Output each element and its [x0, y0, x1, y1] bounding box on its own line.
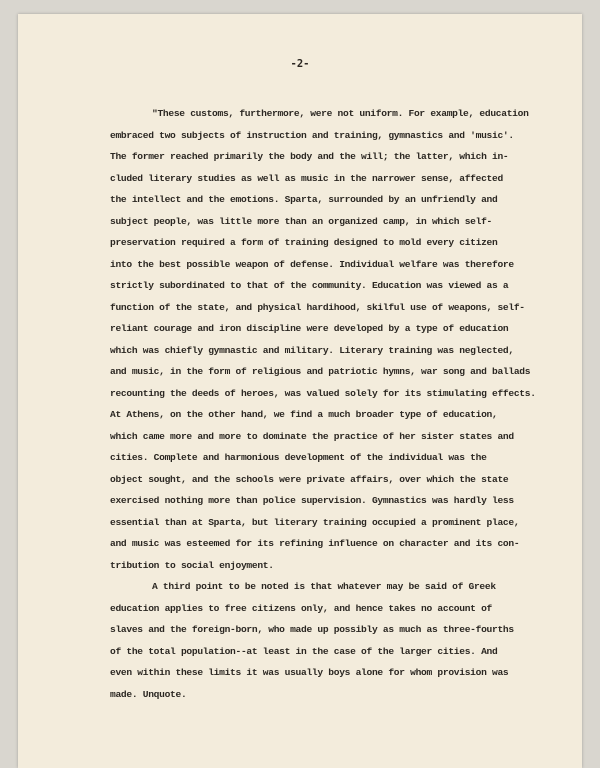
text-line: embraced two subjects of instruction and training, gymnastics and 'music'.	[110, 129, 514, 141]
text-line: into the best possible weapon of defense. Individual welfare was therefore	[110, 258, 514, 270]
text-line: strictly subordinated to that of the community. Education was viewed as a	[110, 280, 509, 291]
text-line: subject people, was little more than an organized camp, in which self-	[110, 215, 493, 227]
text-line: and music was esteemed for its refining influence on character and its con-	[110, 538, 520, 549]
text-line: which was chiefly gymnastic and military. Literary training was neglected,	[110, 344, 514, 356]
text-line: recounting the deeds of heroes, was valued solely for its stimulating effects.	[110, 387, 536, 399]
text-line: object sought, and the schools were private affairs, over which the state	[110, 473, 509, 485]
text-line: cluded literary studies as well as music in the narrower sense, affected	[110, 172, 503, 184]
text-line: and music, in the form of religious and patriotic hymns, war song and ballads	[110, 366, 531, 377]
text-line: tribution to social enjoyment.	[110, 559, 274, 571]
text-line: made. Unquote.	[110, 688, 187, 700]
text-line: exercised nothing more than police supervision. Gymnastics was hardly less	[110, 495, 514, 506]
text-line: which came more and more to dominate the practice of her sister states and	[110, 430, 514, 442]
document-body	[110, 103, 570, 705]
text-line: education applies to free citizens only, and hence takes no account of	[110, 602, 493, 614]
text-line: essential than at Sparta, but literary training occupied a prominent place,	[110, 516, 520, 528]
text-line: slaves and the foreign-born, who made up possibly as much as three-fourths	[110, 624, 514, 635]
text-line: At Athens, on the other hand, we find a much broader type of education,	[110, 409, 498, 420]
text-line: "These customs, furthermore, were not uniform. For example, education	[152, 108, 529, 119]
text-line: of the total population--at least in the case of the larger cities. And	[110, 645, 498, 657]
text-line: reliant courage and iron discipline were developed by a type of education	[110, 323, 509, 334]
text-line: the intellect and the emotions. Sparta, surrounded by an unfriendly and	[110, 194, 498, 205]
text-line: A third point to be noted is that whatever may be said of Greek	[152, 581, 496, 592]
text-line: function of the state, and physical hardihood, skilful use of weapons, self-	[110, 301, 525, 313]
page-number: -2-	[290, 58, 310, 70]
text-line: preservation required a form of training designed to mold every citizen	[110, 237, 498, 248]
document-page	[18, 14, 582, 768]
text-line: cities. Complete and harmonious development of the individual was the	[110, 452, 487, 463]
text-line: The former reached primarily the body and the will; the latter, which in-	[110, 151, 509, 162]
text-line: even within these limits it was usually boys alone for whom provision was	[110, 667, 509, 678]
